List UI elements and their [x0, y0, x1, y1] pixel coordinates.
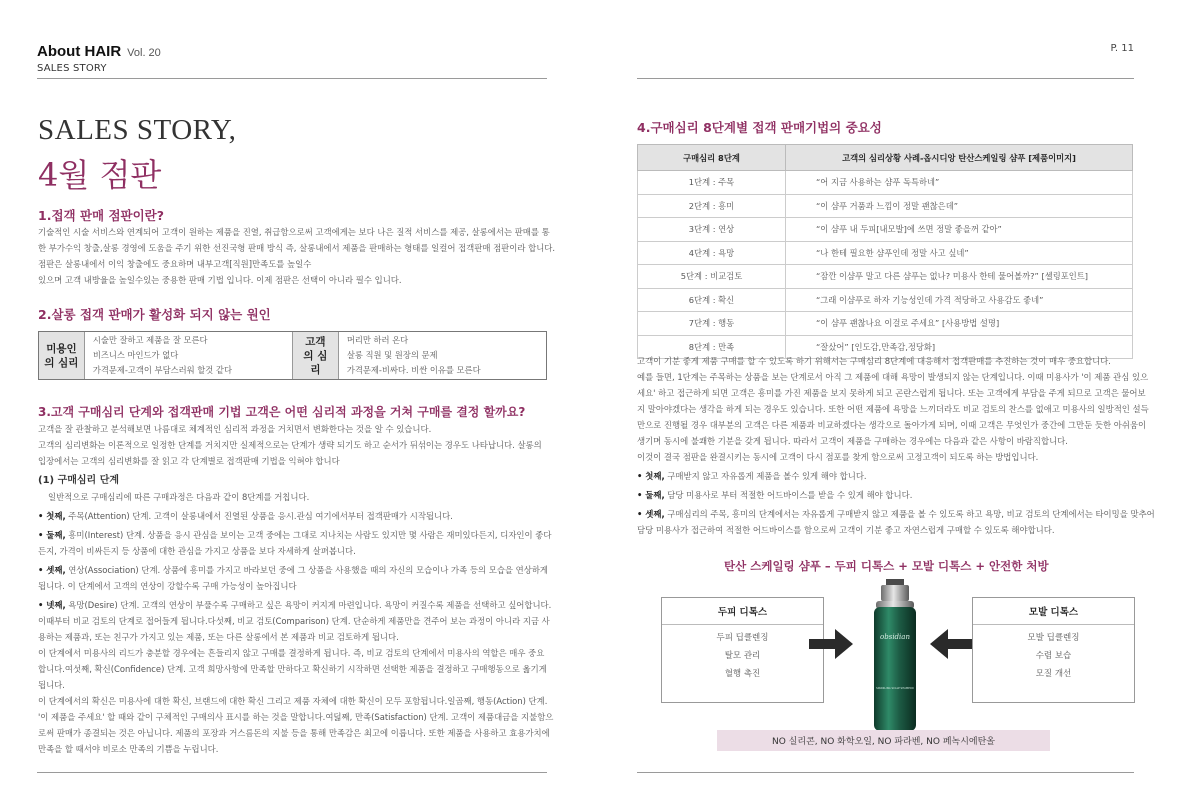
s4-line: 생기며 동시에 불쾌한 기분을 갖게 됩니다. 따라서 고객이 제품을 구매하는 경우에는 다음과 같은 사항이 바람직합니다. — [637, 436, 1068, 446]
bullet-line — [637, 487, 1155, 503]
bullet-line — [38, 578, 553, 594]
detox-item: 탈모 관리 — [724, 651, 761, 661]
s4-line: 이것이 결국 점판을 완결시키는 동시에 고객이 다시 점포를 찾게 함으로써 고정고객이 되도록 하는 방법입니다. — [637, 452, 1039, 462]
bullet-text: 든지, 가격이 비싸든지 등 상품에 대한 관심을 가지고 상품을 보다 자세하게 살펴봅니다. — [38, 546, 356, 556]
bullet-item — [38, 562, 553, 594]
bullet-line — [637, 468, 1155, 484]
bullet-text: 합니다.여섯째, 확신(Confidence) 단계. 고객 희망사항에 만족할 만하다고 확신하기 시작하면 선택한 제품을 결정하고 구매행동으로 옮기게 — [38, 664, 547, 674]
case-cell: “이 샴푸 괜찮나요 이걸로 주세요” [사용방법 설명] — [786, 312, 1133, 336]
section-1-body — [38, 224, 555, 288]
case-cell: “어 지금 사용하는 샴푸 독특하네” — [786, 171, 1133, 195]
right-page — [590, 0, 1181, 811]
col-header: 고객의 심리상황 사례-옵시디앙 탄산스케일링 샴푸 [제품이미지] — [786, 145, 1133, 171]
bullet-line — [38, 645, 553, 661]
bullet-text: 담당 미용사가 접근하여 적절한 어드바이스를 함으로써 고객이 기분 좋고 자연스럽게 구매할 수 있도록 해야합니다. — [637, 525, 1055, 535]
stage-cell: 6단계 : 확신 — [638, 288, 786, 312]
stages-table — [637, 144, 1133, 359]
stylist-psychology-items — [85, 332, 292, 379]
section-3-body — [38, 421, 553, 757]
bullet-text: 됩니다. — [38, 680, 65, 690]
bullet-item — [637, 468, 1155, 484]
s1-line: 점판은 살롱내에서 이익 창출에도 중요하며 내부고객[직원]만족도를 높일수 — [38, 259, 312, 269]
s3-line: 이 단계에서의 확신은 미용사에 대한 확신, 브랜드에 대한 확신 그리고 제품 자체에 대한 확신이 모두 포함됩니다.일곱째, 행동(Action) 단계. — [38, 696, 548, 706]
s3-line: 로써 판매가 종결되는 것은 아닙니다. 제품의 포장과 거스름돈의 지불 등을 통해 만족감은 최고에 이릅니다. 또한 제품을 사용하고 효용가치에 — [38, 728, 550, 738]
bullet-lead: • 셋째, — [38, 565, 66, 575]
case-cell: “잘샀어” [인도감,만족감,정당화] — [786, 335, 1133, 359]
s3-line: 일반적으로 구매심리에 따른 구매과정은 다음과 같이 8단계를 거칩니다. — [48, 492, 310, 502]
detox-item: 수렴 보습 — [1035, 651, 1072, 661]
stage-row — [638, 241, 1133, 265]
title-en: SALES STORY, — [38, 114, 237, 146]
stage-row — [638, 288, 1133, 312]
bullet-text: 이때부터 비교 검토의 단계로 접어들게 됩니다.다섯째, 비교 검토(Comparison) 단계. 단순하게 제품만을 견주어 보는 과정이 아니라 지금 사 — [38, 616, 550, 626]
magazine-volume: Vol. 20 — [127, 47, 161, 59]
bottom-rule-right — [637, 772, 1134, 773]
stage-cell: 1단계 : 주목 — [638, 171, 786, 195]
stage-cell: 7단계 : 행동 — [638, 312, 786, 336]
bullet-item — [637, 487, 1155, 503]
psy-item: 시술만 잘하고 제품을 잘 모른다 — [92, 335, 208, 345]
s4-line: 예를 들면, 1단계는 주목하는 상품을 보는 단계로서 아직 그 제품에 대해 욕망이 발생되지 않는 단계입니다. 이때 미용사가 '이 제품 관심 있으 — [637, 372, 1149, 382]
bullet-line — [38, 629, 553, 645]
case-cell: “나 한테 필요한 샴푸인데 정말 사고 싶네” — [786, 241, 1133, 265]
magazine-title: About HAIR Vol. 20 — [37, 43, 161, 60]
stage-row — [638, 218, 1133, 242]
no-ingredients-band: NO 실리콘, NO 화학오일, NO 파라벤, NO 페녹시에탄올 — [717, 730, 1050, 751]
psychology-table — [38, 331, 547, 380]
scalp-detox-title: 두피 디톡스 — [662, 598, 823, 625]
stylist-psychology-label: 미용인의 심리 — [39, 332, 85, 379]
stage-cell: 3단계 : 연상 — [638, 218, 786, 242]
hair-detox-title: 모발 디톡스 — [973, 598, 1134, 625]
top-rule-left — [37, 78, 547, 79]
section-1-heading: 1.접객 판매 점판이란? — [38, 208, 165, 223]
stage-row — [638, 194, 1133, 218]
stages-header-row — [638, 145, 1133, 171]
stage-cell: 8단계 : 만족 — [638, 335, 786, 359]
customer-psychology-label: 고객의 심리 — [292, 332, 339, 379]
bullet-line — [38, 527, 553, 543]
case-cell: “그래 이샴푸로 하자 기능성인데 가격 적당하고 사용감도 좋네” — [786, 288, 1133, 312]
section-3-heading: 3.고객 구매심리 단계와 접객판매 기법 고객은 어떤 심리적 과정을 거쳐 구매를 결정 할까요? — [38, 405, 526, 419]
section-4-body — [637, 353, 1155, 538]
arrow-right-icon — [809, 629, 853, 659]
bullet-lead: • 둘째, — [38, 530, 66, 540]
stages-body — [638, 171, 1133, 359]
bottom-rule-left — [37, 772, 547, 773]
bullet-text: 담당 미용사로 부터 적절한 어드바이스를 받을 수 있게 해야 합니다. — [664, 490, 913, 500]
bullet-line — [38, 508, 553, 524]
section-2-heading: 2.살롱 접객 판매가 활성화 되지 않는 원인 — [38, 307, 271, 322]
s3-line: 만족을 할 때서야 비로소 만족의 기쁨을 누립니다. — [38, 744, 219, 754]
hair-detox-list — [973, 625, 1134, 683]
stage-cell: 5단계 : 비교검토 — [638, 265, 786, 289]
bullet-text: 구매받지 않고 자유롭게 제품을 볼수 있게 해야 합니다. — [664, 471, 867, 481]
stage-cell: 4단계 : 욕망 — [638, 241, 786, 265]
bullet-text: 연상(Association) 단계. 상품에 흥미를 가지고 바라보던 중에 그 상품을 사용했을 때의 자신의 모습이나 가족 등의 모습을 연상하게 — [65, 565, 549, 575]
bullet-lead: • 셋째, — [637, 509, 665, 519]
s4-line: 지 말아야겠다는 생각을 하게 되는 경우도 있습니다. 또한 어떤 제품에 욕망을 느끼더라도 비교 검토의 찬스를 없애고 미용사의 일방적인 설득 — [637, 404, 1149, 414]
page-number: P. 11 — [1110, 43, 1134, 54]
detox-item: 모발 딥클렌징 — [1027, 633, 1080, 643]
case-cell: “이 샴푸 거품과 느낌이 정말 괜찮은데” — [786, 194, 1133, 218]
bullet-text: 구매심리의 주목, 흥미의 단계에서는 자유롭게 구매받지 않고 제품을 볼 수 있도록 하고 욕망, 비교 검토의 단계에서는 타이밍을 맞추어 — [664, 509, 1155, 519]
psy-item: 머리만 하러 온다 — [346, 335, 409, 345]
bullet-line — [38, 677, 553, 693]
s1-line: 기술적인 시술 서비스와 연계되어 고객이 원하는 제품을 진열, 취급함으로써 고객에게는 보다 나은 질적 서비스를 제공, 살롱에서는 판매를 통 — [38, 227, 550, 237]
bullet-item — [38, 527, 553, 559]
s3-line: 고객을 잘 관찰하고 분석해보면 나름대로 체계적인 심리적 과정을 거치면서 변화한다는 것을 알 수 있습니다. — [38, 424, 432, 434]
sub-heading: (1) 구매심리 단계 — [38, 475, 120, 486]
psy-item: 비즈니스 마인드가 없다 — [92, 350, 179, 360]
s3-line: 입장에서는 고객의 심리변화를 잘 읽고 각 단계별로 접객판매 기법을 익혀야 합니다 — [38, 456, 340, 466]
bullet-lead: • 둘째, — [637, 490, 665, 500]
bullet-text: 욕망(Desire) 단계. 고객의 연상이 부풀수록 구매하고 싶은 욕망이 커지게 마련입니다. 욕망이 커질수록 제품을 선택하고 싶어합니다. — [65, 600, 552, 610]
scalp-detox-box — [661, 597, 824, 703]
bullet-text: 주목(Attention) 단계. 고객이 살롱내에서 진열된 상품을 응시.관심 여기에서부터 접객판매가 시작됩니다. — [65, 511, 453, 521]
s1-line: 한 부가수익 창출,살롱 경영에 도움을 주기 위한 선진국형 판매 방식 즉, 살롱내에서 제품을 판매하는 형태를 일컬어 접객판매 점판이라 합니다. — [38, 243, 556, 253]
detox-item: 혈행 촉진 — [724, 669, 761, 679]
detox-item: 두피 딥클렌징 — [716, 633, 769, 643]
case-cell: “이 샴푸 내 두피[내모발]에 쓰면 정말 좋을꺼 같아” — [786, 218, 1133, 242]
s4-line: 세요' 하고 접근하게 되면 고객은 흥미를 가진 제품을 보지 못하게 되고 곤란스럽게 됩니다. 또는 고객에게 부담을 주게 되므로 고객은 물어보 — [637, 388, 1146, 398]
stage-row — [638, 265, 1133, 289]
section-label: SALES STORY — [37, 63, 107, 74]
bottle-label: SPARKLING SCALP SHAMPOO — [876, 687, 914, 690]
psy-item: 가격문제-비싸다. 비싼 이유를 모른다 — [346, 365, 481, 375]
bottle-brand: obsidian — [880, 633, 910, 641]
s4-line: 고객이 기분 좋게 제품 구매를 할 수 있도록 하기 위해서는 구매심리 8단계에 대응해서 접객판매를 추진하는 것이 매우 중요합니다. — [637, 356, 1111, 366]
bullet-line — [38, 562, 553, 578]
stage-bullets — [38, 508, 553, 693]
bullet-lead: • 첫째, — [38, 511, 66, 521]
case-cell: “잠깐 이샴푸 말고 다른 샴푸는 없나? 미용사 한테 물어볼까?” [셀링포인트] — [786, 265, 1133, 289]
scalp-detox-list — [662, 625, 823, 683]
top-rule-right — [637, 78, 1134, 79]
bullet-text: 흥미(Interest) 단계. 상품을 응시 관심을 보이는 고객 중에는 그대로 지나치는 사람도 있지만 몇 사람은 재미있다든지, 디자인이 좋다 — [65, 530, 552, 540]
shampoo-bottle-image — [864, 577, 926, 733]
bullet-lead: • 첫째, — [637, 471, 665, 481]
title-ko: 4월 점판 — [38, 156, 162, 194]
customer-psychology-items — [339, 332, 546, 379]
s3-line: 고객의 심리변화는 이론적으로 일정한 단계를 거치지만 실제적으로는 단계가 생략 되기도 하고 순서가 뒤섞이는 경우도 나타납니다. 살롱의 — [38, 440, 542, 450]
bullet-text: 이 단계에서 미용사의 리드가 충분할 경우에는 흔들리지 않고 구매를 결정하게 됩니다. 즉, 비교 검토의 단계에서 미용사의 역할은 매우 중요 — [38, 648, 545, 658]
section-4-heading: 4.구매심리 8단계별 접객 판매기법의 중요성 — [637, 120, 882, 135]
stage-cell: 2단계 : 흥미 — [638, 194, 786, 218]
s4-line: 만으로 진행될 경우 대부분의 고객은 다른 제품과 비교하겠다는 생각으로 돌아가게 되며, 이때 고객은 무엇인가 중간에 그만둔 듯한 아쉬움이 — [637, 420, 1147, 430]
bullet-text: 용하는 제품과, 또는 친구가 가지고 있는 제품, 또는 다른 살롱에서 본 제품과 비교 검토하게 됩니다. — [38, 632, 399, 642]
col-header: 구매심리 8단계 — [638, 145, 786, 171]
bullet-line — [38, 613, 553, 629]
detox-item: 모질 개선 — [1035, 669, 1072, 679]
bullet-line — [38, 661, 553, 677]
recommendation-bullets — [637, 468, 1155, 538]
bullet-lead: • 넷째, — [38, 600, 66, 610]
bullet-line — [38, 543, 553, 559]
bullet-item — [38, 508, 553, 524]
bullet-line — [637, 522, 1155, 538]
s3-line: '이 제품을 주세요' 할 때와 같이 구체적인 구매의사 표시를 하는 것을 말합니다.여덟째, 만족(Satisfaction) 단계. 고객이 제품대금을 지불함으 — [38, 712, 554, 722]
bullet-text: 됩니다. 이 단계에서 고객의 연상이 강할수록 구매 가능성이 높아집니다 — [38, 581, 297, 591]
offer-title: 탄산 스케일링 샴푸 – 두피 디톡스 + 모발 디톡스 + 안전한 처방 — [724, 559, 1049, 573]
psy-item: 살롱 직원 및 원장의 문제 — [346, 350, 438, 360]
bullet-item — [38, 597, 553, 693]
s1-line: 있으며 고객 내방율을 높일수있는 중용한 판매 기법 입니다. 이제 점판은 선택이 아니라 필수 입니다. — [38, 275, 402, 285]
stage-row — [638, 171, 1133, 195]
bullet-item — [637, 506, 1155, 538]
left-page — [0, 0, 590, 811]
stage-row — [638, 312, 1133, 336]
psy-item: 가격문제-고객이 부담스러워 할것 같다 — [92, 365, 232, 375]
arrow-left-icon — [930, 629, 974, 659]
bullet-line — [38, 597, 553, 613]
hair-detox-box — [972, 597, 1135, 703]
bullet-line — [637, 506, 1155, 522]
